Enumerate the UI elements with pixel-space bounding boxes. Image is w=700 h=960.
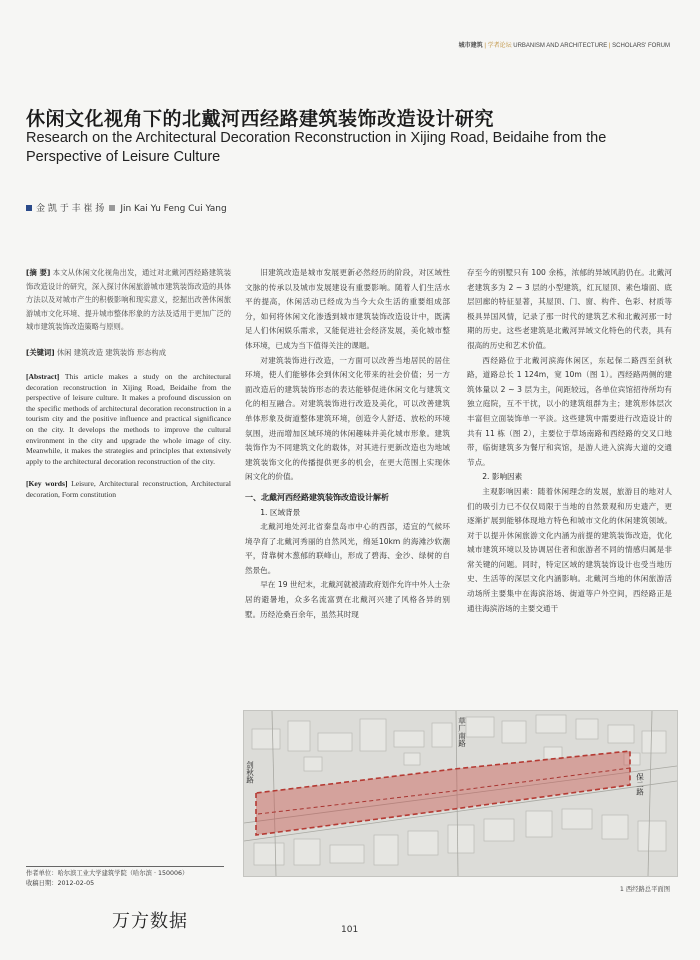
square-separator-icon: [109, 205, 115, 211]
label-caochang-south-road: 草厂南路: [457, 717, 467, 747]
keywords-en-text: Leisure, Architectural reconstruction, Architectural decoration, Form constitution: [26, 479, 231, 500]
figure-caption: 1 西经路总平面图: [619, 886, 670, 893]
abstract-chinese: [26, 266, 231, 334]
author-line: [26, 201, 227, 214]
label-baoer-road: 保二路: [635, 773, 645, 796]
authors-english: Jin Kai Yu Feng Cui Yang: [120, 204, 227, 214]
body-column-3: [467, 266, 672, 616]
subsection-heading: 1. 区域背景: [260, 507, 301, 517]
square-bullet-icon: [26, 205, 32, 211]
site-plan-figure: [243, 710, 678, 877]
abstract-english: [26, 372, 231, 467]
paragraph: 主观影响因素：随着休闲理念的发展，旅游目的地对人们的吸引力已不仅仅局限于当地的自然景观和历史遗产，更逐渐扩展到能够体现地方特色和城市文化的休闲建筑领域。对于以提升休闲旅游文化内涵为前提的建筑装饰改造，优化城市建筑环境以及协调居住者和旅游者不同的情感归属是非常关键的问题。同时，特定区域的建筑装饰设计也受当地历史、生活等的深层文化内涵影响。北戴河当地的休闲旅游活动场所主要集中在海滨浴场、街道等户外空间，西经路正是通往海滨浴场的主要交通干: [467, 486, 672, 613]
keywords-english: [26, 479, 231, 500]
abstract-column: [26, 266, 231, 501]
abstract-cn-label: [摘 要]: [26, 268, 51, 277]
header-journal-cn: 城市建筑: [458, 43, 483, 49]
authors-chinese: 金 凯 于 丰 崔 扬: [36, 204, 105, 214]
keywords-cn-label: [关键词]: [26, 347, 55, 357]
author-affiliation: 作者单位：哈尔滨工业大学建筑学院（哈尔滨 · 150006）: [26, 870, 189, 877]
running-header: 城市建筑 | 学者论坛 URBANISM AND ARCHITECTURE | SCHOLARS' FORUM: [458, 43, 670, 49]
keywords-chinese: [26, 346, 231, 361]
paragraph: 对建筑装饰进行改造，一方面可以改善当地居民的居住环境，使人们能够体会到休闲文化带来的社会价值；另一方面改造后的建筑装饰形态的表达能够促进休闲文化与建筑文化的相互融合。对建筑装饰进行改造及美化，可以改善建筑单体形象及街道整体建筑环境，创造令人舒适、放松的环境氛围，进而增加区域环境的休闲趣味并美化城市形象。建筑装饰作为不同建筑文化的载体，对其进行更新改造也为地域建筑装饰文化的传播提供更多的机会，在更大范围上实现休闲文化的价值。: [245, 355, 450, 482]
title-chinese: 休闲文化视角下的北戴河西经路建筑装饰改造设计研究: [26, 108, 495, 130]
body-column-2: [245, 266, 450, 622]
keywords-en-label: [Key words]: [26, 479, 68, 489]
footnote: [26, 869, 231, 889]
abstract-cn-text: 本文从休闲文化视角出发，通过对北戴河西经路建筑装饰改造设计的研究，深入探讨休闲旅游城市建筑装饰改造的具体方法以及对城市产生的积极影响和现实意义，挖掘出改善休闲旅游城市文化环境、提升城市整体形象的方法及适用于更加广泛的城市建筑装饰改造策略与原则。: [26, 268, 231, 331]
paragraph: 西经路位于北戴河滨海休闲区，东起保二路西至剑秋路，道路总长 1 124m，宽 10m（图 1）。西经路两侧的建筑体量以 2 ~ 3 层为主，间距较远，各单位宾馆招待所均有独立庭院，互不干扰，以小的建筑组群为主；建筑形体层次丰富但立面装饰单一平淡。这些建筑中需要进行改造设计的共有 11 栋（图 2），主要位于草场南路和西经路的交叉口地带，临街建筑多为餐厅和宾馆，是游人进入滨海大道的交通节点。: [467, 355, 672, 467]
header-journal-en: URBANISM AND ARCHITECTURE: [513, 43, 608, 49]
abstract-en-text: This article makes a study on the architectural decoration reconstruction in Xijing Road, Beidaihe from the perspective of leisure culture. It makes a profound discussion on the specific methods of architectural decoration reconstruction in a tourism city and the positive influence and practical significance on the city. It develops the methods to improve the cultural environment in the city and upgrade the whole image of city. Meanwhile, it makes the strategies and principles that extensively apply to the architectural decoration reconstruction of the city.: [26, 372, 231, 466]
paragraph: 早在 19 世纪末，北戴河就被清政府划作允许中外人士杂居的避暑地，众多名流富贾在北戴河兴建了风格各异的别墅。历经沧桑百余年，虽然其时现: [245, 580, 450, 619]
site-plan-map: [244, 711, 677, 876]
keywords-cn-text: 休闲 建筑改造 建筑装饰 形态构成: [56, 347, 167, 357]
received-date: 收稿日期：2012-02-05: [26, 880, 95, 887]
subsection-heading: 2. 影响因素: [482, 472, 523, 482]
page-number: 101: [341, 925, 359, 935]
title-english: Research on the Architectural Decoration Reconstruction in Xijing Road, Beidaihe from the Perspective of Leisure Culture: [26, 130, 607, 165]
footnote-rule: [26, 866, 224, 867]
wanfang-watermark: 万方数据: [112, 911, 188, 932]
header-section-en: SCHOLARS' FORUM: [612, 43, 670, 49]
paragraph: 存至今的别墅只有 100 余栋，浓郁的异域风韵仍在。北戴河老建筑多为 2 ~ 3 层的小型建筑，红瓦屋顶、素色墙面、底层回廊的特征显著，其屋顶、门、窗、构件、色彩、材质等极具异国风情，记录了那一时代的建筑艺术和北戴河那一时期的历史。这些老建筑是北戴河异域文化特色的代表，具有很高的历史和艺术价值。: [467, 268, 672, 350]
paragraph: 北戴河地处河北省秦皇岛市中心的西部，适宜的气候环境孕育了北戴河秀丽的自然风光，绵延10km 的海滩沙软潮平，背靠树木葱郁的联峰山，形成了碧海、金沙、绿树的自然景色。: [245, 522, 450, 575]
paragraph: 旧建筑改造是城市发展更新必然经历的阶段，对区域性文脉的传承以及城市发展建设有重要影响。随着人们生活水平的提高，休闲活动已经成为当今大众生活的重要组成部分，如何将休闲文化渗透到城市建筑装饰改造设计中，既满足人们休闲娱乐需求，又能促进社会经济发展，美化城市整体环境，已成为当下值得关注的课题。: [245, 268, 450, 350]
label-jianqiu-road: 剑秋路: [245, 761, 255, 784]
header-section-cn: 学者论坛: [487, 43, 512, 49]
abstract-en-label: [Abstract]: [26, 372, 60, 382]
section-heading: 一、北戴河西经路建筑装饰改造设计解析: [245, 492, 389, 502]
